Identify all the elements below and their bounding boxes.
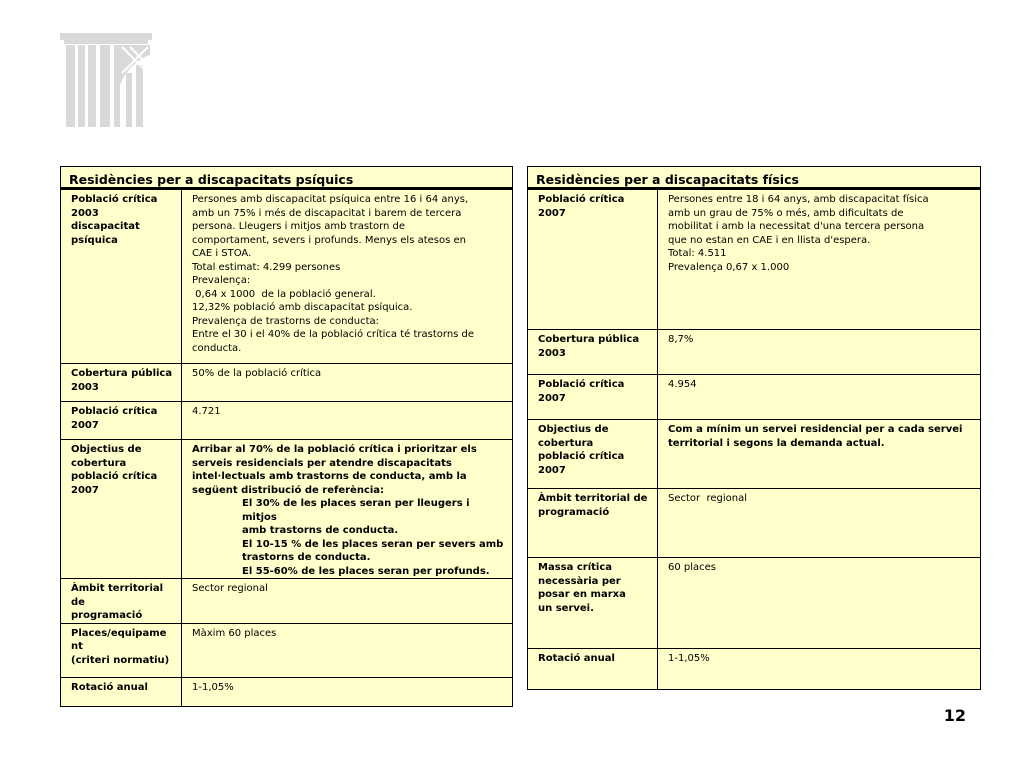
row-content: 4.954 xyxy=(658,375,981,420)
row-content: 60 places xyxy=(658,558,981,649)
row-label: Població crítica 2007 xyxy=(528,190,658,330)
row-content: Persones entre 18 i 64 anys, amb discapacitat física amb un grau de 75% o més, amb dificultats de mobilitat i amb la necessitat d'una tercera persona que no estan en CAE i en llista d'espera. Total: 4.511 Prevalença 0,67 x 1.000 xyxy=(658,190,981,330)
left-panel-table xyxy=(60,189,513,707)
page-number: 12 xyxy=(943,706,966,725)
table-row xyxy=(61,402,513,440)
row-content: 1-1,05% xyxy=(182,677,513,706)
table-row xyxy=(61,364,513,402)
row-label: Objectius de cobertura població crítica 2007 xyxy=(528,420,658,489)
row-content: Com a mínim un servei residencial per a cada servei territorial i segons la demanda actual. xyxy=(658,420,981,489)
right-panel-table xyxy=(527,189,981,690)
row-label: Cobertura pública 2003 xyxy=(61,364,182,402)
row-content: Màxim 60 places xyxy=(182,623,513,677)
row-label: Rotació anual xyxy=(528,649,658,690)
table-row xyxy=(61,579,513,624)
row-content: Sector regional xyxy=(658,489,981,558)
left-panel-title: Residències per a discapacitats psíquics xyxy=(60,166,513,189)
table-row xyxy=(528,649,981,690)
row-label: Població crítica 2007 xyxy=(528,375,658,420)
row-label: Massa crítica necessària per posar en marxa un servei. xyxy=(528,558,658,649)
row-label: Rotació anual xyxy=(61,677,182,706)
table-row xyxy=(528,330,981,375)
left-panel xyxy=(60,166,513,707)
row-label: Objectius de cobertura població crítica 2007 xyxy=(61,440,182,579)
table-row xyxy=(528,558,981,649)
right-panel-title: Residències per a discapacitats físics xyxy=(527,166,981,189)
table-row xyxy=(528,420,981,489)
row-content: Arribar al 70% de la població crítica i prioritzar els serveis residencials per atendre discapacitats intel·lectuals amb trastorns de conducta, amb la següent distribució de referència: El 30% de les places seran per lleugers i mitjos amb trastorns de conducta. El 10-15 % de les places seran per severs amb trastorns de conducta. El 55-60% de les places seran per profunds. xyxy=(182,440,513,579)
row-content: 4.721 xyxy=(182,402,513,440)
table-row xyxy=(528,489,981,558)
row-label: Àmbit territorial de programació xyxy=(528,489,658,558)
table-row xyxy=(528,375,981,420)
table-row xyxy=(61,623,513,677)
row-content: 50% de la població crítica xyxy=(182,364,513,402)
row-label: Àmbit territorial de programació xyxy=(61,579,182,624)
row-label: Places/equipame nt (criteri normatiu) xyxy=(61,623,182,677)
table-row xyxy=(61,190,513,364)
right-panel xyxy=(527,166,981,690)
table-row xyxy=(61,677,513,706)
row-label: Població crítica 2003 discapacitat psíquica xyxy=(61,190,182,364)
row-label: Cobertura pública 2003 xyxy=(528,330,658,375)
table-row xyxy=(528,190,981,330)
table-row xyxy=(61,440,513,579)
row-label: Població crítica 2007 xyxy=(61,402,182,440)
logo-columns-icon xyxy=(60,33,152,127)
row-content: Persones amb discapacitat psíquica entre 16 i 64 anys, amb un 75% i més de discapacitat i barem de tercera persona. Lleugers i mitjos amb trastorn de comportament, severs i profunds. Menys els atesos en CAE i STOA. Total estimat: 4.299 persones Prevalença: 0,64 x 1000 de la població general. 12,32% població amb discapacitat psíquica. Prevalença de trastorns de conducta: Entre el 30 i el 40% de la població crítica té trastorns de conducta. xyxy=(182,190,513,364)
row-content: 1-1,05% xyxy=(658,649,981,690)
row-content: Sector regional xyxy=(182,579,513,624)
row-content: 8,7% xyxy=(658,330,981,375)
